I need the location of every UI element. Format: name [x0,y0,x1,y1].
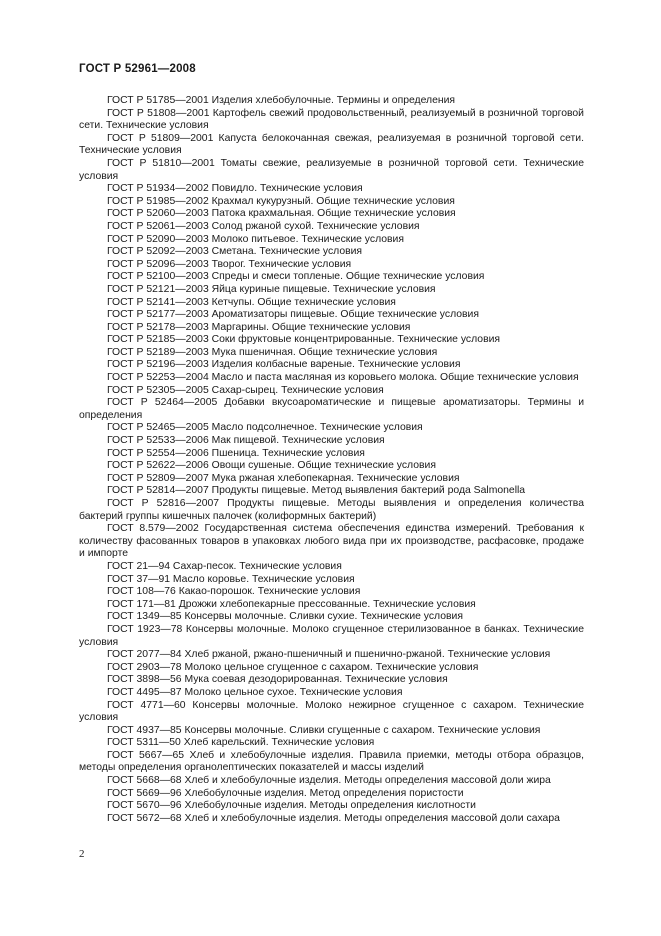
reference-entry: ГОСТ 4771—60 Консервы молочные. Молоко нежирное сгущенное с сахаром. Технические условия [79,699,584,724]
page-number: 2 [79,848,85,860]
reference-entry: ГОСТ 108—76 Какао-порошок. Технические условия [107,586,361,598]
reference-entry: ГОСТ 4937—85 Консервы молочные. Сливки сгущенные с сахаром. Технические условия [107,724,541,736]
reference-entry: ГОСТ Р 52096—2003 Творог. Технические условия [107,258,352,270]
reference-entry: ГОСТ Р 52185—2003 Соки фруктовые концентрированные. Технические условия [107,334,501,346]
reference-entry: ГОСТ Р 52061—2003 Солод ржаной сухой. Технические условия [107,220,420,232]
reference-entry: ГОСТ Р 52464—2005 Добавки вкусоароматические и пищевые ароматизаторы. Термины и определения [79,397,584,421]
reference-entry: ГОСТ Р 52121—2003 Яйца куриные пищевые. Технические условия [107,283,436,295]
reference-entry: ГОСТ Р 52196—2003 Изделия колбасные вареные. Технические условия [107,359,461,371]
reference-entry: ГОСТ 5670—96 Хлебобулочные изделия. Методы определения кислотности [107,800,476,812]
reference-entry: ГОСТ Р 52060—2003 Патока крахмальная. Общие технические условия [107,208,456,220]
reference-entry: ГОСТ Р 52141—2003 Кетчупы. Общие технические условия [107,296,396,308]
reference-entry: ГОСТ 5668—68 Хлеб и хлебобулочные изделия. Методы определения массовой доли жира [107,775,551,787]
reference-entry: ГОСТ Р 52178—2003 Маргарины. Общие технические условия [107,321,411,333]
reference-entry: ГОСТ Р 51785—2001 Изделия хлебобулочные. Термины и определения [107,95,456,106]
document-header: ГОСТ Р 52961—2008 [79,63,196,75]
reference-entry: ГОСТ Р 52305—2005 Сахар-сырец. Технические условия [107,384,384,396]
normative-references-list [79,95,584,825]
reference-entry: ГОСТ Р 52816—2007 Продукты пищевые. Методы выявления и определения количества бактерий группы кишечных палочек (колиформных бактерий) [79,498,584,522]
reference-entry: ГОСТ Р 52090—2003 Молоко питьевое. Технические условия [107,233,404,245]
reference-entry: ГОСТ Р 51810—2001 Томаты свежие, реализуемые в розничной торговой сети. Технические условия [79,157,584,182]
reference-entry: ГОСТ Р 52533—2006 Мак пищевой. Технические условия [107,435,385,447]
reference-entry: ГОСТ 2077—84 Хлеб ржаной, ржано-пшеничный и пшенично-ржаной. Технические условия [107,649,551,661]
reference-entry: ГОСТ Р 51934—2002 Повидло. Технические условия [107,183,363,195]
reference-entry: ГОСТ 5672—68 Хлеб и хлебобулочные изделия. Методы определения массовой доли сахара [107,812,560,824]
reference-entry: ГОСТ Р 51985—2002 Крахмал кукурузный. Общие технические условия [107,195,455,207]
reference-entry: ГОСТ Р 52189—2003 Мука пшеничная. Общие технические условия [107,346,438,358]
reference-entry: ГОСТ Р 52177—2003 Ароматизаторы пищевые. Общие технические условия [107,309,479,321]
reference-entry: ГОСТ 171—81 Дрожжи хлебопекарные прессованные. Технические условия [107,598,476,610]
reference-entry: ГОСТ 3898—56 Мука соевая дезодорированная. Технические условия [107,674,448,686]
reference-entry: ГОСТ Р 51808—2001 Картофель свежий продовольственный, реализуемый в розничной торговой сети. Технические условия [79,107,584,132]
reference-entry: ГОСТ Р 52622—2006 Овощи сушеные. Общие технические условия [107,460,436,472]
reference-entry: ГОСТ 2903—78 Молоко цельное сгущенное с сахаром. Технические условия [107,661,479,673]
reference-entry: ГОСТ Р 52465—2005 Масло подсолнечное. Технические условия [107,422,423,434]
reference-entry: ГОСТ Р 52253—2004 Масло и паста масляная из коровьего молока. Общие технические условия [107,372,579,384]
reference-entry: ГОСТ 8.579—2002 Государственная система обеспечения единства измерений. Требования к количеству фасованных товаров в упаковках любого вида при их производстве, расфасовке, продаже и импорте [79,523,584,560]
reference-entry: ГОСТ Р 52554—2006 Пшеница. Технические условия [107,447,365,459]
reference-entry: ГОСТ Р 52809—2007 Мука ржаная хлебопекарная. Технические условия [107,472,460,484]
reference-entry: ГОСТ 5311—50 Хлеб карельский. Технические условия [107,737,375,749]
reference-entry: ГОСТ 1349—85 Консервы молочные. Сливки сухие. Технические условия [107,611,463,623]
reference-entry: ГОСТ Р 52814—2007 Продукты пищевые. Метод выявления бактерий рода Salmonella [107,485,526,497]
reference-entry: ГОСТ 4495—87 Молоко цельное сухое. Технические условия [107,686,403,698]
reference-entry: ГОСТ Р 52092—2003 Сметана. Технические условия [107,246,363,258]
reference-entry: ГОСТ 5669—96 Хлебобулочные изделия. Метод определения пористости [107,787,464,799]
reference-entry: ГОСТ Р 51809—2001 Капуста белокочанная свежая, реализуемая в розничной торговой сети. Технические условия [79,132,584,157]
reference-entry: ГОСТ Р 52100—2003 Спреды и смеси топленые. Общие технические условия [107,271,485,283]
reference-entry: ГОСТ 37—91 Масло коровье. Технические условия [107,573,355,585]
reference-entry: ГОСТ 5667—65 Хлеб и хлебобулочные изделия. Правила приемки, методы отбора образцов, методы определения органолептических показателей и массы изделий [79,749,584,774]
reference-entry: ГОСТ 21—94 Сахар-песок. Технические условия [107,560,342,572]
reference-entry: ГОСТ 1923—78 Консервы молочные. Молоко сгущенное стерилизованное в банках. Технические условия [79,623,584,648]
